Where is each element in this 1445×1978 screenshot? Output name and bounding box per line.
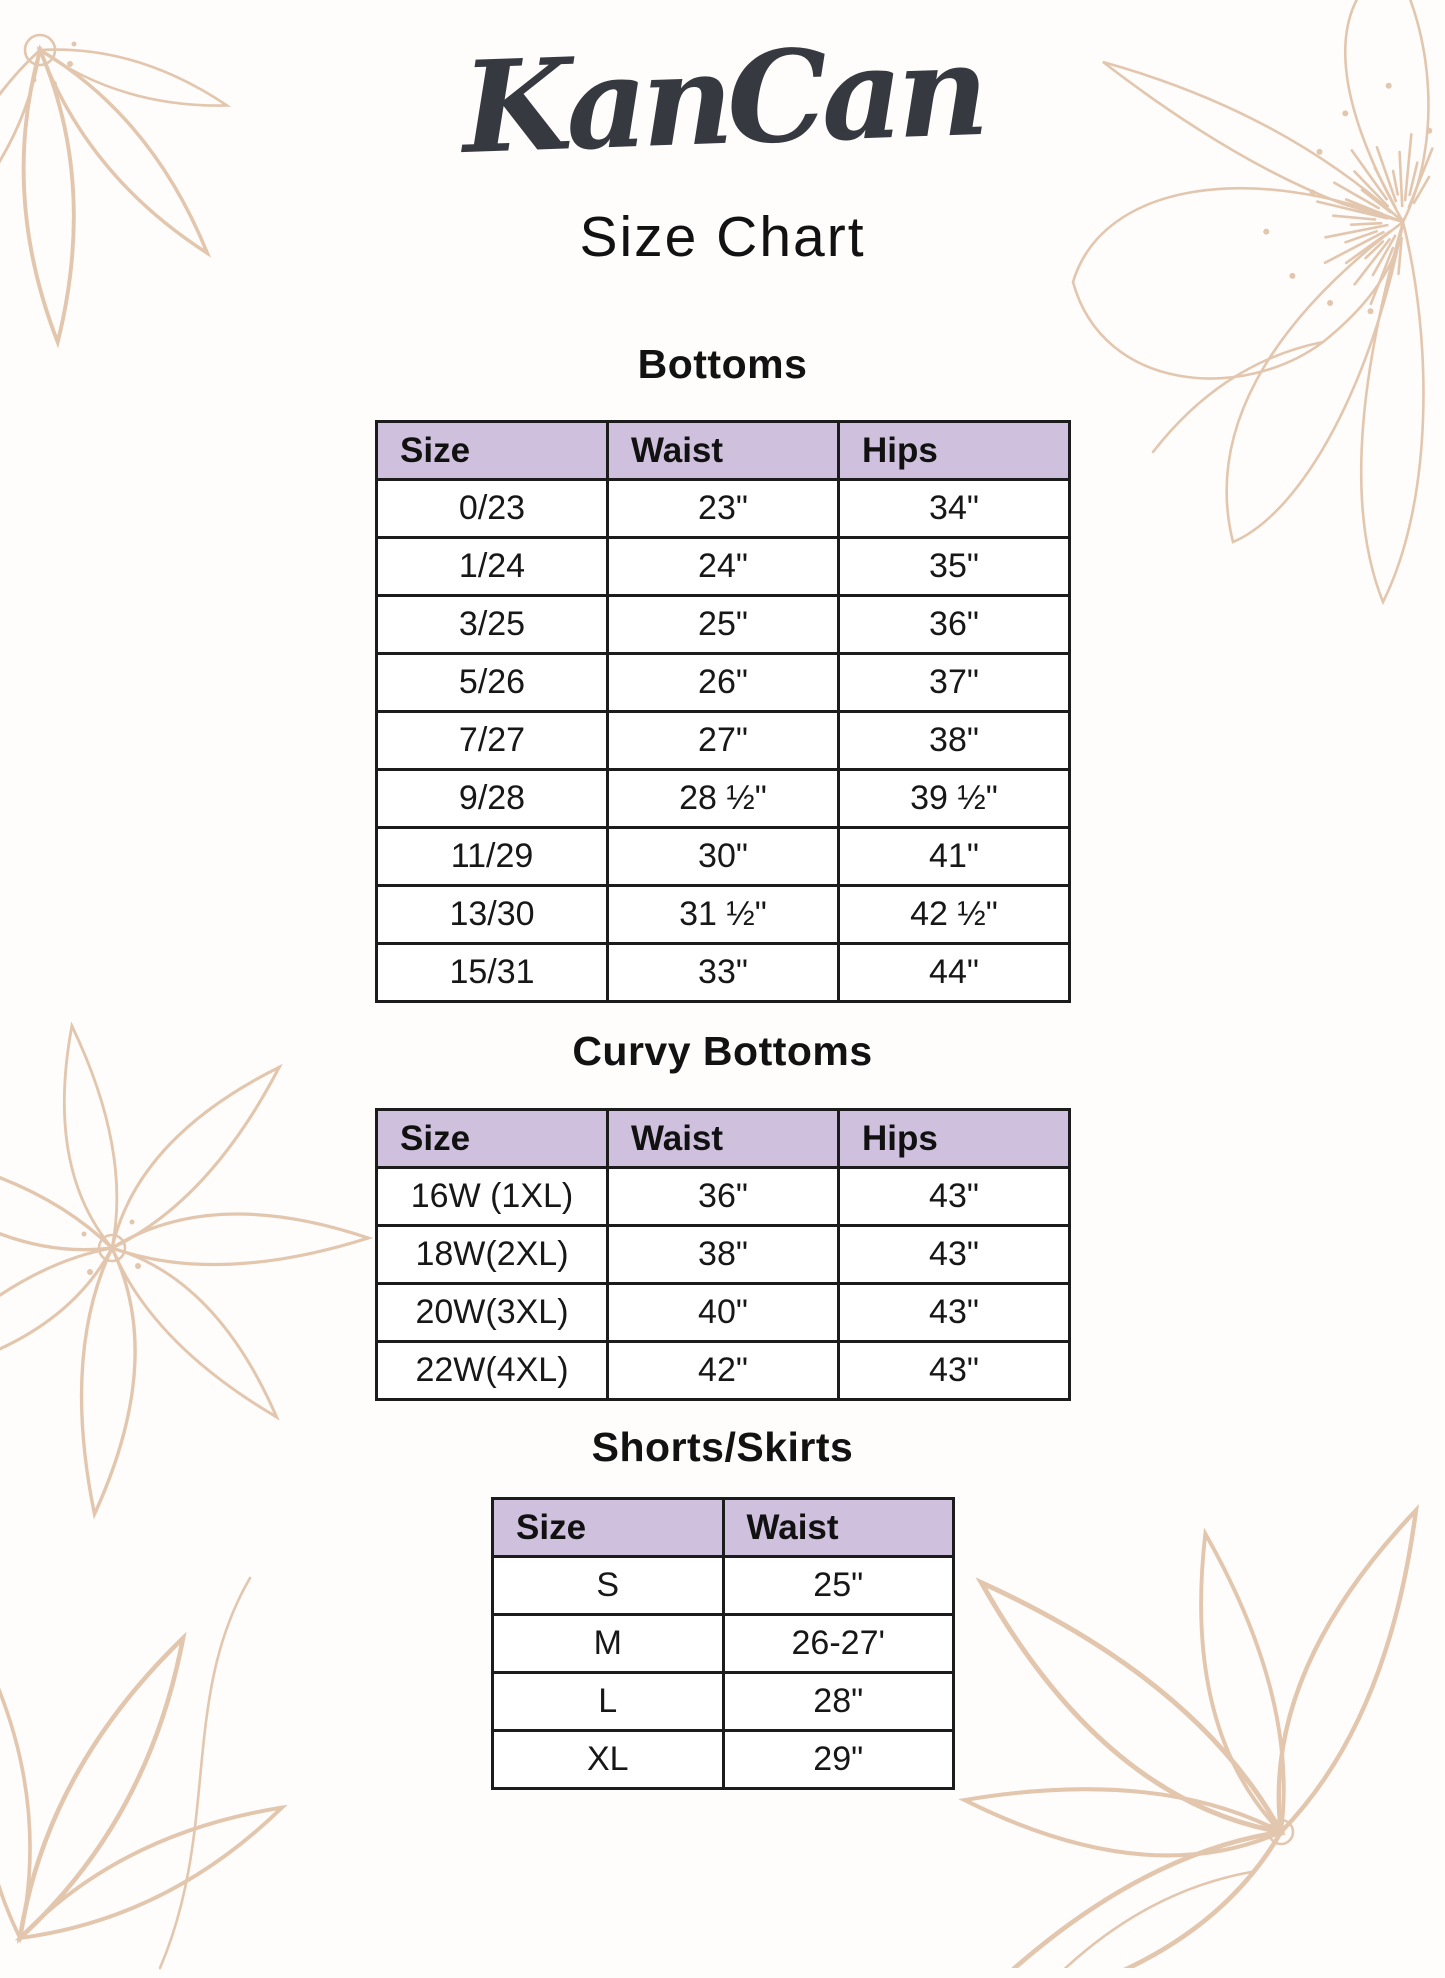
table-row — [377, 1284, 1070, 1342]
column-header: Waist — [608, 422, 839, 480]
table-cell: M — [493, 1615, 724, 1673]
table-cell: 27" — [608, 712, 839, 770]
brand-logo: KanCan — [459, 15, 986, 183]
table-cell: 24" — [608, 538, 839, 596]
table-row — [493, 1731, 954, 1789]
table-cell: 38" — [839, 712, 1070, 770]
table-cell: 11/29 — [377, 828, 608, 886]
table-cell: 36" — [839, 596, 1070, 654]
table-cell: 16W (1XL) — [377, 1168, 608, 1226]
table-cell: 15/31 — [377, 944, 608, 1002]
table-cell: 34" — [839, 480, 1070, 538]
table-cell: 28" — [723, 1673, 954, 1731]
table-row — [377, 886, 1070, 944]
column-header: Waist — [723, 1499, 954, 1557]
table-cell: 37" — [839, 654, 1070, 712]
table-cell: 31 ½" — [608, 886, 839, 944]
table-cell: 43" — [839, 1284, 1070, 1342]
table-cell: 26" — [608, 654, 839, 712]
table-cell: 43" — [839, 1168, 1070, 1226]
table-cell: 23" — [608, 480, 839, 538]
table-cell: 29" — [723, 1731, 954, 1789]
table-header-row — [377, 422, 1070, 480]
section-title-curvy-bottoms: Curvy Bottoms — [572, 1028, 873, 1074]
table-cell: 35" — [839, 538, 1070, 596]
table-cell: 28 ½" — [608, 770, 839, 828]
table-cell: 0/23 — [377, 480, 608, 538]
table-cell: 41" — [839, 828, 1070, 886]
table-cell: 43" — [839, 1226, 1070, 1284]
table-row — [377, 712, 1070, 770]
table-cell: L — [493, 1673, 724, 1731]
table-row — [377, 480, 1070, 538]
table-cell: 9/28 — [377, 770, 608, 828]
table-row — [377, 828, 1070, 886]
table-cell: 42" — [608, 1342, 839, 1400]
table-cell: 25" — [723, 1557, 954, 1615]
table-cell: 13/30 — [377, 886, 608, 944]
table-row — [377, 770, 1070, 828]
table-row — [377, 538, 1070, 596]
table-row — [493, 1673, 954, 1731]
table-cell: 3/25 — [377, 596, 608, 654]
table-cell: 20W(3XL) — [377, 1284, 608, 1342]
column-header: Size — [377, 422, 608, 480]
table-cell: 39 ½" — [839, 770, 1070, 828]
table-cell: 33" — [608, 944, 839, 1002]
table-cell: 25" — [608, 596, 839, 654]
section-title-bottoms: Bottoms — [637, 341, 808, 387]
column-header: Waist — [608, 1110, 839, 1168]
table-cell: 26-27' — [723, 1615, 954, 1673]
shorts-skirts-size-table — [491, 1497, 955, 1790]
table-row — [377, 654, 1070, 712]
table-cell: 30" — [608, 828, 839, 886]
table-cell: S — [493, 1557, 724, 1615]
table-row — [377, 1168, 1070, 1226]
section-title-shorts-skirts: Shorts/Skirts — [591, 1424, 854, 1470]
column-header: Size — [493, 1499, 724, 1557]
curvy-bottoms-size-table — [375, 1108, 1071, 1401]
flower-sketch-bottom-left — [0, 1458, 410, 1978]
table-row — [493, 1557, 954, 1615]
table-cell: 44" — [839, 944, 1070, 1002]
table-row — [377, 1226, 1070, 1284]
table-cell: 22W(4XL) — [377, 1342, 608, 1400]
table-header-row — [493, 1499, 954, 1557]
table-row — [377, 1342, 1070, 1400]
table-cell: 40" — [608, 1284, 839, 1342]
table-row — [377, 944, 1070, 1002]
table-cell: 18W(2XL) — [377, 1226, 608, 1284]
column-header: Hips — [839, 1110, 1070, 1168]
column-header: Size — [377, 1110, 608, 1168]
table-cell: 42 ½" — [839, 886, 1070, 944]
table-cell: 5/26 — [377, 654, 608, 712]
table-cell: 43" — [839, 1342, 1070, 1400]
table-cell: XL — [493, 1731, 724, 1789]
table-header-row — [377, 1110, 1070, 1168]
table-row — [493, 1615, 954, 1673]
column-header: Hips — [839, 422, 1070, 480]
table-cell: 1/24 — [377, 538, 608, 596]
table-row — [377, 596, 1070, 654]
page-title: Size Chart — [579, 205, 866, 269]
table-cell: 38" — [608, 1226, 839, 1284]
table-cell: 7/27 — [377, 712, 608, 770]
bottoms-size-table — [375, 420, 1071, 1003]
table-cell: 36" — [608, 1168, 839, 1226]
